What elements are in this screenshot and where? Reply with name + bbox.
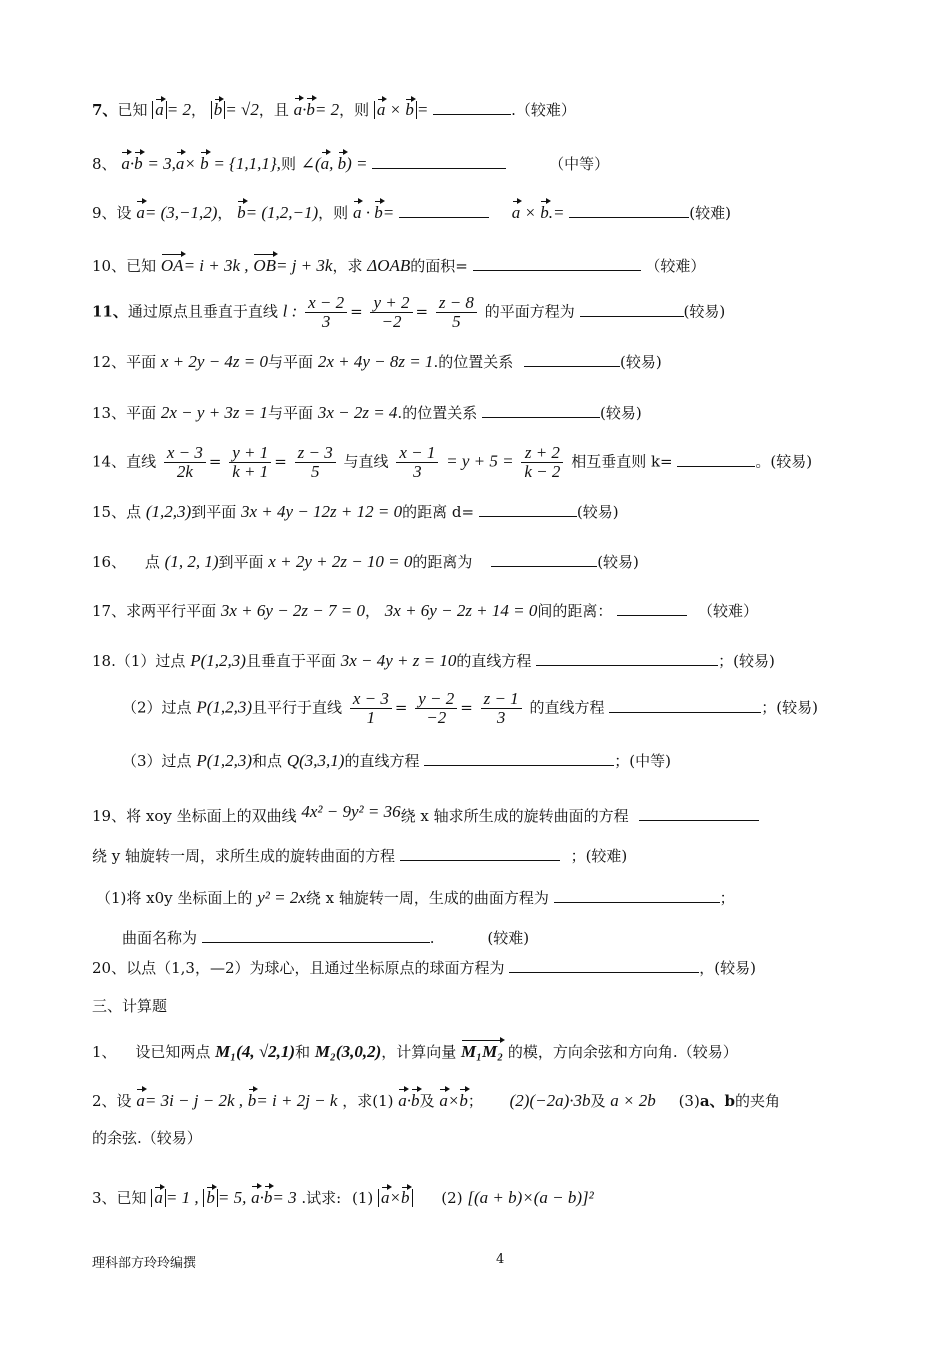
footer-author: 理科部方玲玲编撰	[92, 1256, 197, 1271]
answer-blank[interactable]	[482, 403, 600, 418]
answer-blank[interactable]	[202, 928, 430, 943]
section-heading-calculation: 三、计算题	[92, 997, 168, 1015]
problem-14: 14、直线 $\frac{x - 3}{2k}$ = $\frac{y + 1}{k + 1}$ = $\frac{z - 3}{5}$ 与直线 $\frac{x - 1}{3}$ = y + 5 = $\frac{z + 2}{k - 2}$ 相互垂直则 k= 。(较易)	[92, 443, 813, 481]
problem-18-2: （2）过点 P(1,2,3)且平行于直线 $\frac{x - 3}{1}$ = $\frac{y - 2}{-2}$ = $\frac{z - 1}{3}$ 的直线方程 ；(较易)	[122, 689, 818, 727]
problem-8: 8、 a·b = 3,a× b = {1,1,1},则 ∠(a, b) = （中等）	[92, 154, 610, 173]
calc-problem-3: 3、已知 a = 1 , b = 5, a·b= 3 .试求: (1) a×b (2) [(a + b)×(a − b)]²	[92, 1188, 594, 1207]
answer-blank[interactable]	[400, 846, 560, 861]
answer-blank[interactable]	[433, 100, 511, 115]
answer-blank[interactable]	[569, 203, 689, 218]
problem-19-y-axis: 绕 y 轴旋转一周，求所生成的旋转曲面的方程 ；(较难)	[92, 847, 628, 865]
problem-15: 15、点 (1,2,3)到平面 3x + 4y − 12z + 12 = 0的距离 d= (较易)	[92, 502, 619, 521]
answer-blank[interactable]	[609, 698, 761, 713]
problem-9: 9、设 a= (3,−1,2)， b= (1,2,−1)，则 a · b= a × b.= (较难)	[92, 203, 731, 222]
problem-20: 20、以点（1,3，—2）为球心，且通过坐标原点的球面方程为 ，(较易)	[92, 959, 756, 977]
answer-blank[interactable]	[372, 154, 506, 169]
answer-blank[interactable]	[536, 651, 718, 666]
answer-blank[interactable]	[580, 302, 684, 317]
problem-18-1: 18.（1）过点 P(1,2,3)且垂直于平面 3x − 4y + z = 10的直线方程 ；(较易)	[92, 651, 775, 670]
calc-problem-1: 1、 设已知两点 M₁(4, √2,1)和 M₂(3,0,2)，计算向量 M₁M₂ 的模，方向余弦和方向角.（较易）	[92, 1042, 738, 1061]
calc-problem-2: 2、设 a= 3i − j − 2k , b= i + 2j − k ，求(1) a·b及 a×b； (2)(−2a)·3b及 a × 2b (3)a、b的夹角	[92, 1091, 781, 1110]
calc-problem-2-cont: 的余弦.（较易）	[92, 1129, 202, 1147]
answer-blank[interactable]	[639, 806, 759, 821]
problem-7: 7、已知 a = 2， b = √2，且 a·b= 2，则 a × b = .（较难）	[92, 100, 576, 119]
problem-19-1: （1)将 x0y 坐标面上的 y² = 2x绕 x 轴旋转一周，生成的曲面方程为 ；	[96, 888, 735, 907]
answer-blank[interactable]	[677, 452, 755, 467]
problem-13: 13、平面 2x − y + 3z = 1与平面 3x − 2z = 4.的位置关系 (较易)	[92, 403, 642, 422]
problem-17: 17、求两平行平面 3x + 6y − 2z − 7 = 0， 3x + 6y − 2z + 14 = 0间的距离： （较难）	[92, 601, 758, 620]
problem-19-surface-name: 曲面名称为 . (较难)	[122, 929, 530, 947]
problem-19: 19、将 xoy 坐标面上的双曲线 4x² − 9y² = 36绕 x 轴求所生成的旋转曲面的方程	[92, 806, 882, 826]
answer-blank[interactable]	[491, 552, 597, 567]
answer-blank[interactable]	[473, 256, 641, 271]
problem-10: 10、已知 OA= i + 3k , OB= j + 3k，求 ΔOAB的面积= （较难）	[92, 256, 706, 275]
answer-blank[interactable]	[399, 203, 489, 218]
answer-blank[interactable]	[554, 888, 720, 903]
page-number: 4	[496, 1252, 505, 1267]
answer-blank[interactable]	[479, 502, 577, 517]
answer-blank[interactable]	[424, 751, 614, 766]
problem-18-3: （3）过点 P(1,2,3)和点 Q(3,3,1)的直线方程 ；(中等)	[122, 751, 671, 770]
problem-12: 12、平面 x + 2y − 4z = 0与平面 2x + 4y − 8z = 1.的位置关系 (较易)	[92, 352, 662, 371]
problem-16: 16、 点 (1, 2, 1)到平面 x + 2y + 2z − 10 = 0的距离为 (较易)	[92, 552, 639, 571]
answer-blank[interactable]	[524, 352, 620, 367]
answer-blank[interactable]	[509, 958, 699, 973]
problem-11: 11、通过原点且垂直于直线 l : $\frac{x - 2}{3}$ = $\frac{y + 2}{-2}$ = $\frac{z - 8}{5}$ 的平面方程为 (较易)	[92, 293, 726, 331]
answer-blank[interactable]	[617, 601, 687, 616]
